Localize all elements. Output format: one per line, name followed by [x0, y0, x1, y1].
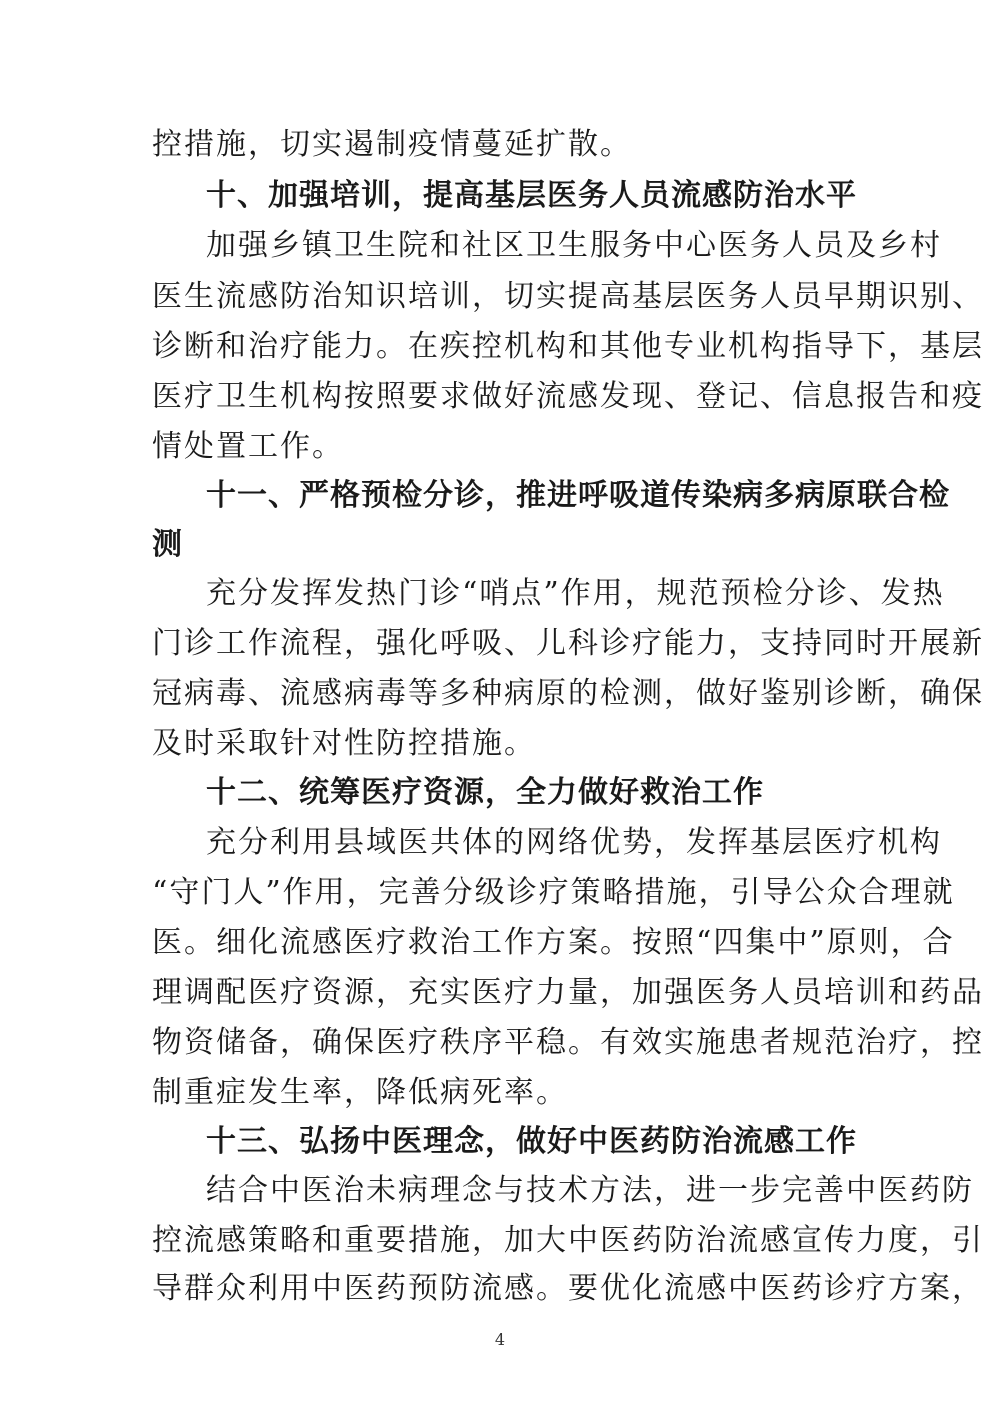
body-line: 控措施，切实遏制疫情蔓延扩散。: [152, 127, 632, 162]
body-line: 物资储备，确保医疗秩序平稳。有效实施患者规范治疗，控: [152, 1025, 984, 1060]
section-heading-13: 十三、弘扬中医理念，做好中医药防治流感工作: [206, 1124, 857, 1159]
body-line: 门诊工作流程，强化呼吸、儿科诊疗能力，支持同时开展新: [152, 626, 984, 661]
body-line: 医。细化流感医疗救治工作方案。按照“四集中”原则，合: [152, 925, 955, 960]
body-line: 诊断和治疗能力。在疾控机构和其他专业机构指导下，基层: [152, 329, 984, 364]
body-line: 加强乡镇卫生院和社区卫生服务中心医务人员及乡村: [206, 228, 942, 263]
section-heading-10: 十、加强培训，提高基层医务人员流感防治水平: [206, 178, 857, 213]
section-heading-11: 十一、严格预检分诊，推进呼吸道传染病多病原联合检: [206, 478, 950, 513]
body-line: 充分利用县域医共体的网络优势，发挥基层医疗机构: [206, 825, 942, 860]
body-line: 理调配医疗资源，充实医疗力量，加强医务人员培训和药品: [152, 975, 984, 1010]
section-heading-12: 十二、统筹医疗资源，全力做好救治工作: [206, 775, 764, 810]
body-line: 导群众利用中医药预防流感。要优化流感中医药诊疗方案，: [152, 1271, 984, 1306]
body-line: 制重症发生率，降低病死率。: [152, 1075, 568, 1110]
body-line: “守门人”作用，完善分级诊疗策略措施，引导公众合理就: [152, 875, 955, 910]
body-line: 控流感策略和重要措施，加大中医药防治流感宣传力度，引: [152, 1223, 984, 1258]
body-line: 及时采取针对性防控措施。: [152, 726, 536, 761]
body-line: 医疗卫生机构按照要求做好流感发现、登记、信息报告和疫: [152, 379, 984, 414]
page-number: 4: [494, 1330, 506, 1349]
body-line: 情处置工作。: [152, 429, 344, 464]
body-line: 结合中医治未病理念与技术方法，进一步完善中医药防: [206, 1173, 974, 1208]
body-line: 冠病毒、流感病毒等多种病原的检测，做好鉴别诊断，确保: [152, 676, 984, 711]
body-line: 充分发挥发热门诊“哨点”作用，规范预检分诊、发热: [206, 576, 945, 611]
body-line: 医生流感防治知识培训，切实提高基层医务人员早期识别、: [152, 279, 984, 314]
section-heading-11-cont: 测: [152, 527, 183, 562]
